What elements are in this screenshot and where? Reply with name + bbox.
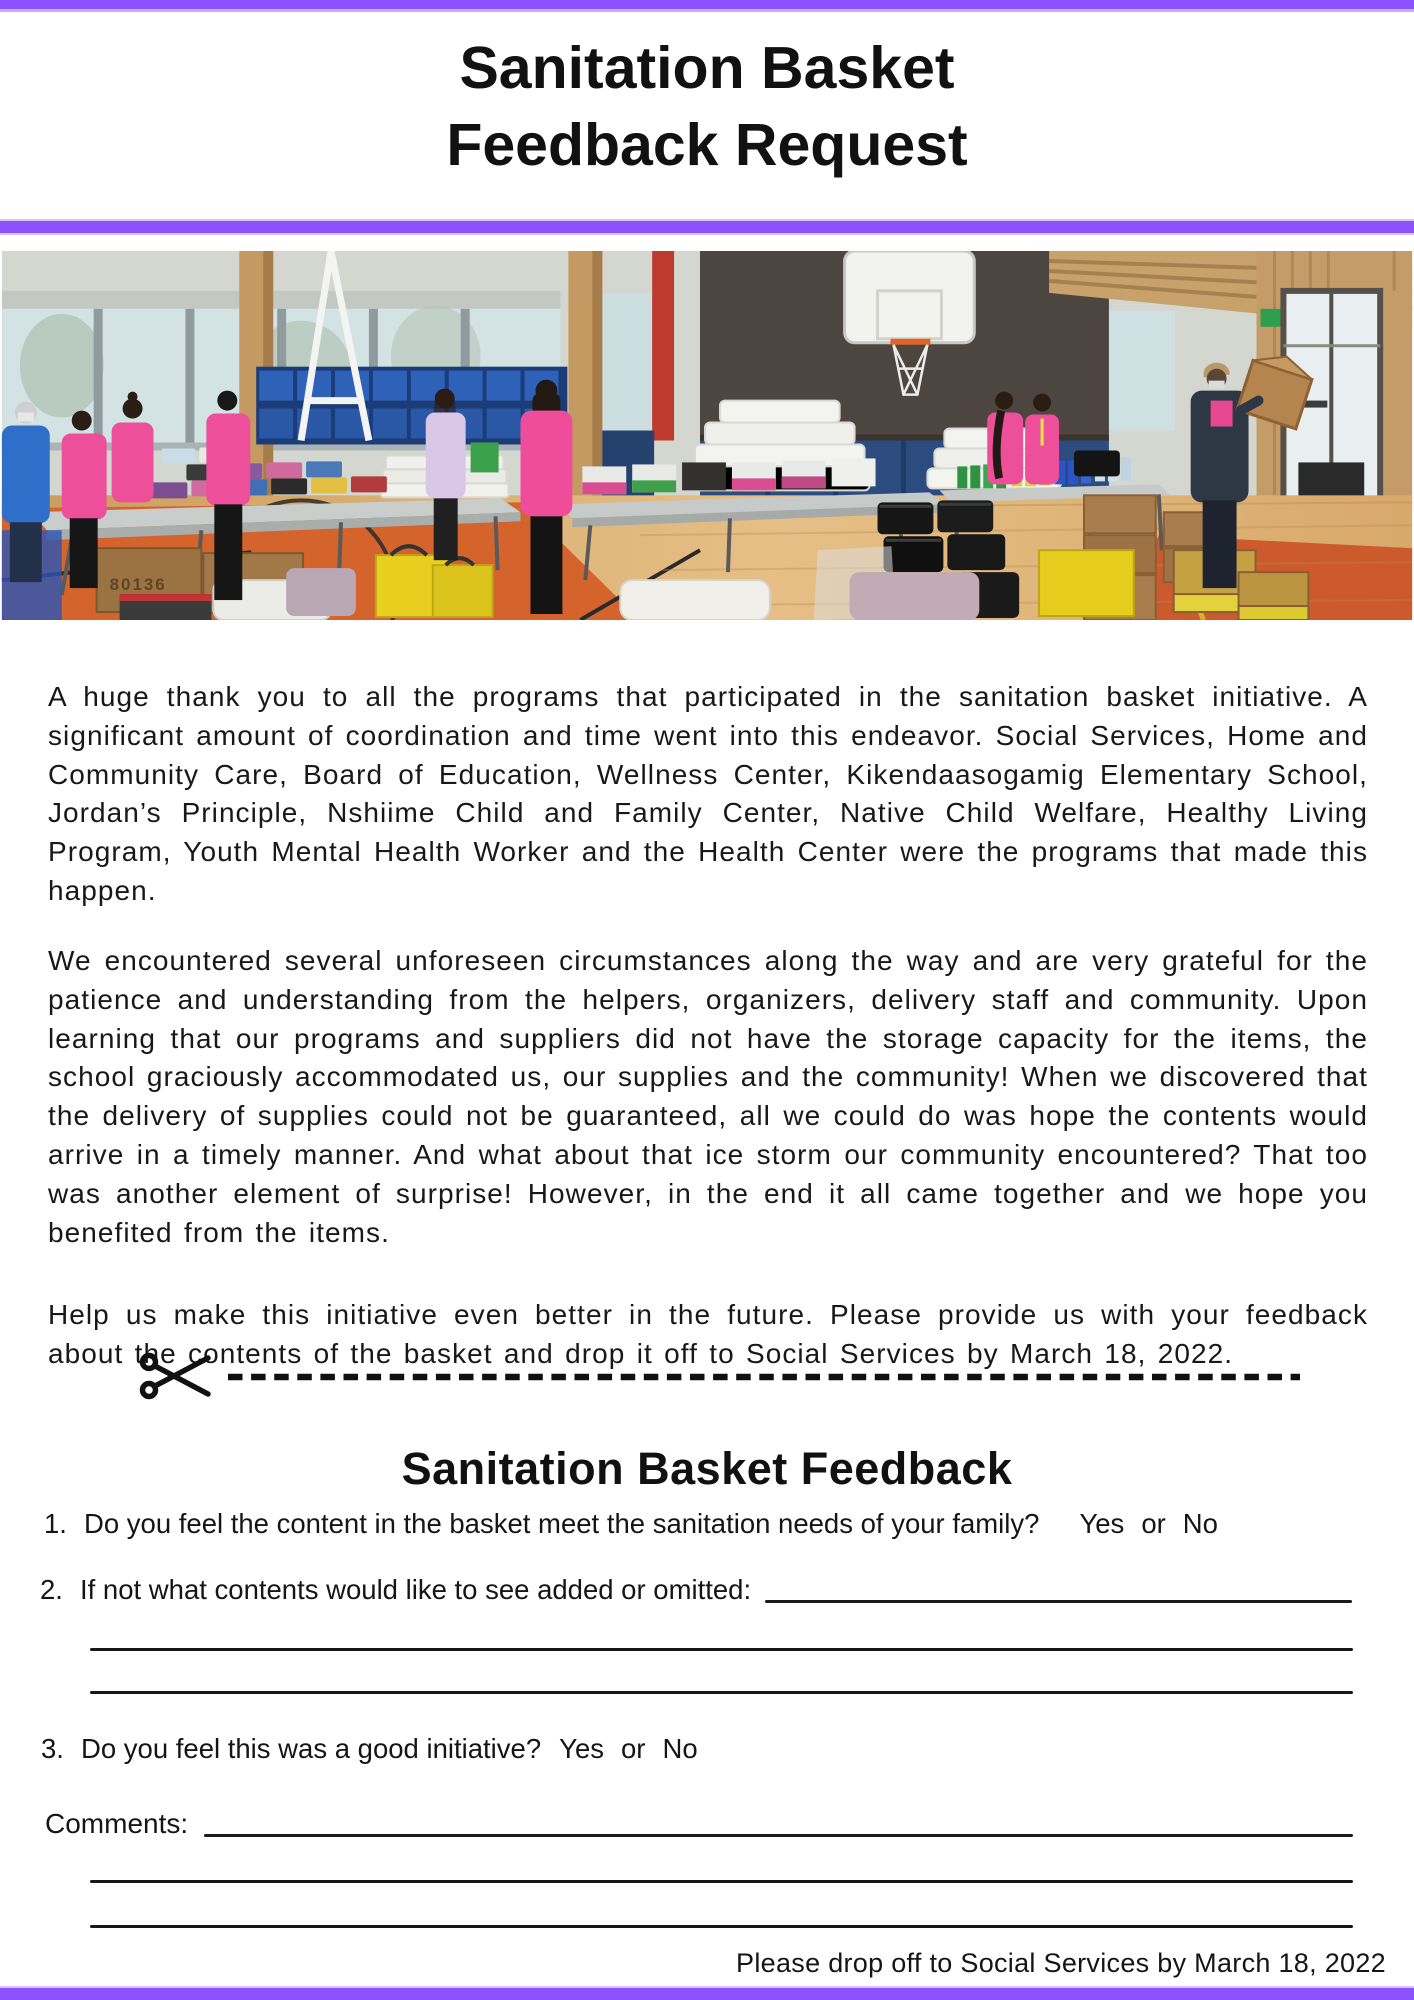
question-1 xyxy=(44,1506,1370,1542)
box-label: 80136 xyxy=(109,575,167,595)
question-2-text: If not what contents would like to see added or omitted: xyxy=(80,1574,752,1605)
question-2-answer-line-2[interactable] xyxy=(90,1648,1353,1651)
mid-accent-bar xyxy=(0,221,1414,233)
question-1-yes-option[interactable]: Yes xyxy=(1079,1508,1125,1539)
gym-photo xyxy=(0,251,1414,620)
question-3-number: 3. xyxy=(41,1733,64,1764)
question-3-no-option[interactable]: No xyxy=(662,1733,698,1764)
question-2-answer-line[interactable] xyxy=(765,1600,1352,1603)
question-3-yes-option[interactable]: Yes xyxy=(559,1733,605,1764)
comments-label: Comments: xyxy=(45,1808,189,1839)
question-1-options xyxy=(1079,1506,1217,1542)
intro-paragraph-3: Help us make this initiative even better in the future. Please provide us with your feedback about the contents of the basket and drop it off to Social Services by March 18, 2022. xyxy=(48,1299,1368,1369)
question-3 xyxy=(41,1731,1351,1767)
form-heading: Sanitation Basket Feedback xyxy=(401,1443,1013,1495)
scissors-icon xyxy=(143,1356,209,1397)
question-1-or-label: or xyxy=(1141,1508,1166,1539)
footer-note: Please drop off to Social Services by March 18, 2022 xyxy=(736,1948,1386,1978)
question-1-text: Do you feel the content in the basket meet the sanitation needs of your family? xyxy=(84,1508,1040,1539)
page-title-line1: Sanitation Basket xyxy=(459,35,955,101)
top-accent-bar xyxy=(0,0,1414,9)
question-2 xyxy=(40,1572,1352,1608)
question-1-number: 1. xyxy=(44,1508,67,1539)
question-1-no-option[interactable]: No xyxy=(1182,1508,1218,1539)
question-3-or-label: or xyxy=(621,1733,646,1764)
intro-paragraph-2: We encountered several unforeseen circumstances along the way and are very grateful for the patience and understanding from the helpers, organizers, delivery staff and community. Upon learning that our programs and suppliers did not have the storage capacity for the items, the school graciously accommodated us, our supplies and the community! When we discovered that the delivery of supplies could not be guaranteed, all we could do was hope the contents would arrive in a timely manner. And what about that ice storm our community encountered? That too was another element of surprise! However, in the end it all came together and we hope you benefited from the items. xyxy=(48,945,1368,1248)
intro-paragraph-1: A huge thank you to all the programs that participated in the sanitation basket initiative. A significant amount of coordination and time went into this endeavor. Social Services, Home and Community Care, Board of Education, Wellness Center, Kikendaasogamig Elementary School, Jordan’s Principle, Nshiime Child and Family Center, Native Child Welfare, Healthy Living Program, Youth Mental Health Worker and the Health Center were the programs that made this happen. xyxy=(48,681,1368,906)
comments-row xyxy=(45,1806,1353,1842)
question-3-options xyxy=(559,1731,697,1767)
question-2-answer-line-3[interactable] xyxy=(90,1691,1353,1694)
page-title xyxy=(0,30,1414,184)
bottom-accent-bar xyxy=(0,1988,1414,2000)
question-2-number: 2. xyxy=(40,1574,63,1605)
comments-line-2[interactable] xyxy=(90,1880,1353,1883)
comments-line-1[interactable] xyxy=(204,1834,1353,1837)
cut-line xyxy=(138,1352,1308,1405)
comments-line-3[interactable] xyxy=(90,1925,1353,1928)
question-3-text: Do you feel this was a good initiative? xyxy=(81,1733,542,1764)
page-title-line2: Feedback Request xyxy=(446,112,968,178)
